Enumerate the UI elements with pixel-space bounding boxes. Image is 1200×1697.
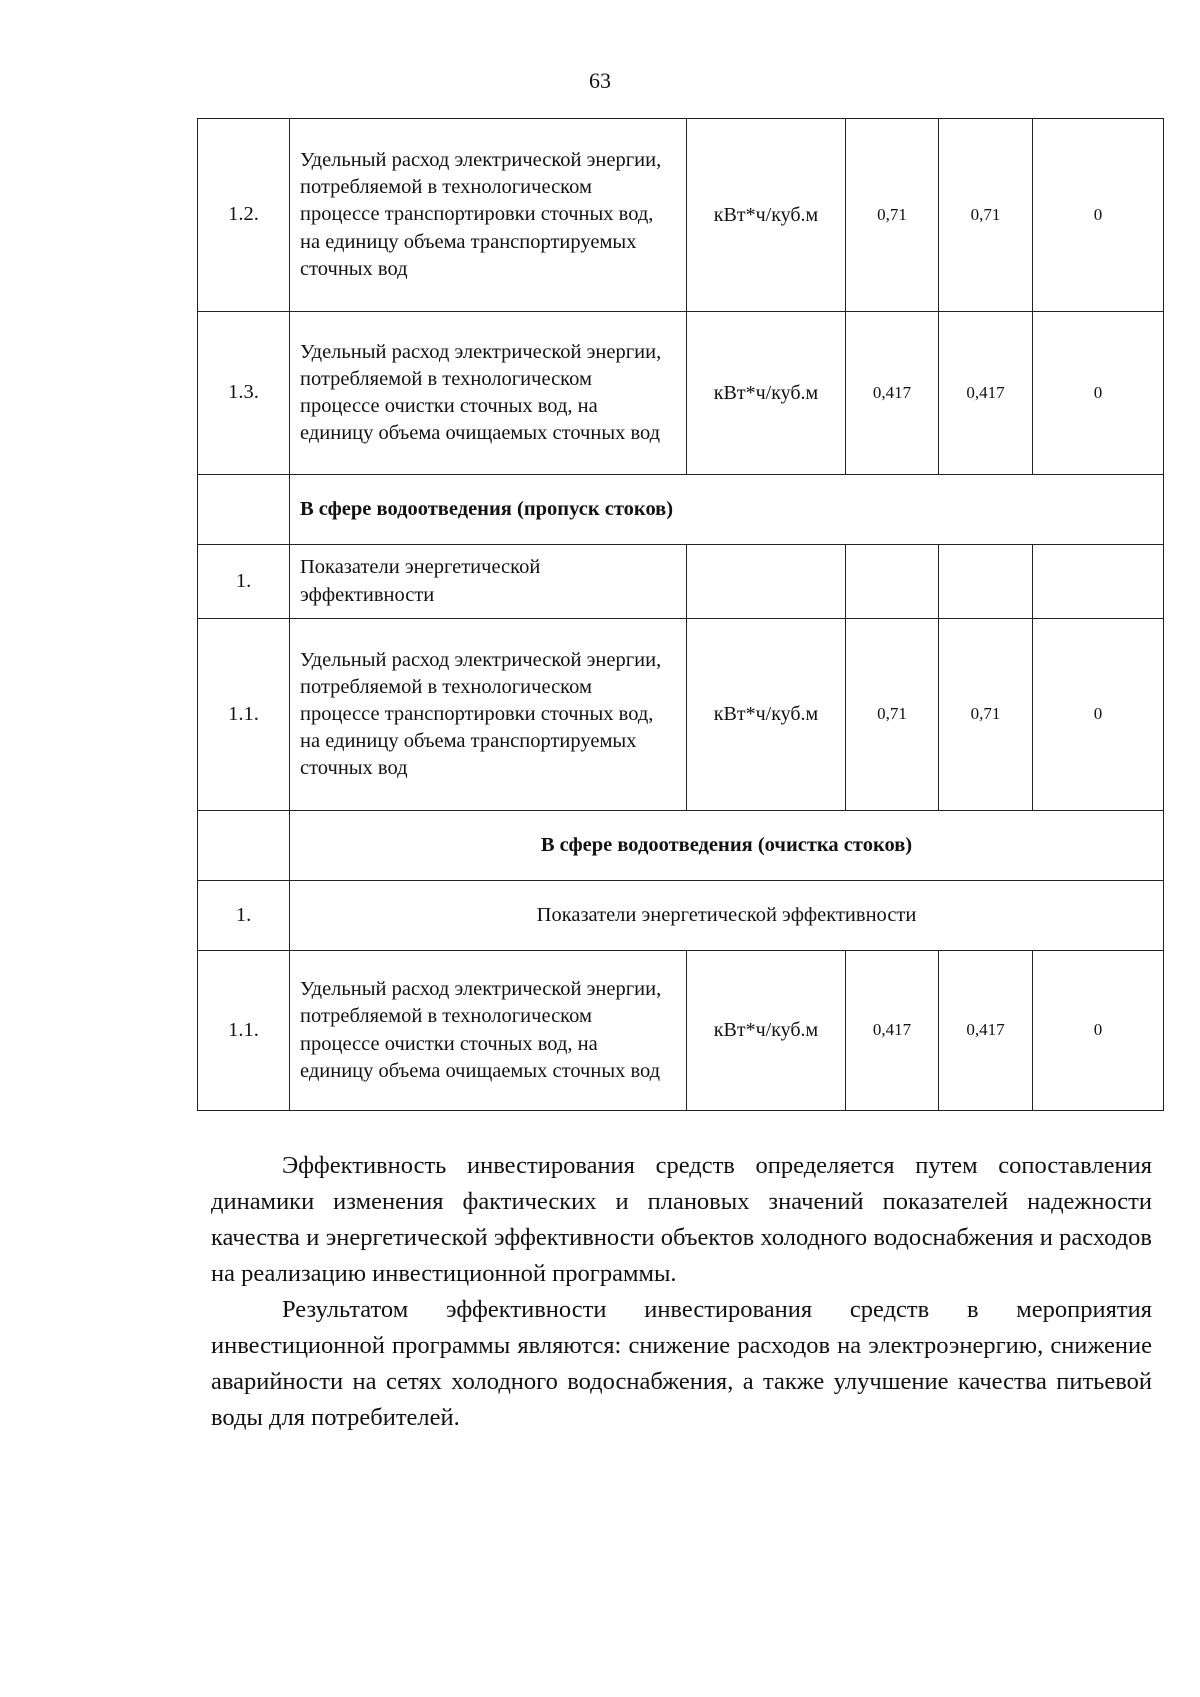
indicators-table <box>197 118 1164 1111</box>
row-number: 1.1. <box>198 619 290 811</box>
section-row <box>198 475 1164 545</box>
row-description: Удельный расход электрической энергии, потребляемой в технологическом процессе очистки сточных вод, на единицу объема очищаемых сточных вод <box>290 312 687 475</box>
group-row <box>198 545 1164 619</box>
row-number: 1. <box>198 881 290 951</box>
row-description: Удельный расход электрической энергии, потребляемой в технологическом процессе транспортировки сточных вод, на единицу объема транспортируемых сточных вод <box>290 119 687 312</box>
table-row <box>198 119 1164 312</box>
row-value-1: 0,417 <box>846 312 939 475</box>
group-row <box>198 881 1164 951</box>
group-title: Показатели энергетической эффективности <box>290 881 1164 951</box>
row-value-1: 0,71 <box>846 619 939 811</box>
row-unit: кВт*ч/куб.м <box>687 312 846 475</box>
row-number: 1.3. <box>198 312 290 475</box>
empty-cell <box>846 545 939 619</box>
row-unit: кВт*ч/куб.м <box>687 951 846 1111</box>
row-value-2: 0,71 <box>939 619 1033 811</box>
section-title: В сфере водоотведения (пропуск стоков) <box>290 475 1164 545</box>
row-description: Удельный расход электрической энергии, потребляемой в технологическом процессе транспортировки сточных вод, на единицу объема транспортируемых сточных вод <box>290 619 687 811</box>
row-description: Удельный расход электрической энергии, потребляемой в технологическом процессе очистки сточных вод, на единицу объема очищаемых сточных вод <box>290 951 687 1111</box>
section-row <box>198 811 1164 881</box>
table-row <box>198 619 1164 811</box>
empty-cell <box>939 545 1033 619</box>
row-value-2: 0,417 <box>939 312 1033 475</box>
row-value-1: 0,71 <box>846 119 939 312</box>
row-value-2: 0,71 <box>939 119 1033 312</box>
paragraph: Эффективность инвестирования средств определяется путем сопоставления динамики изменения фактических и плановых значений показателей надежности качества и энергетической эффективности объектов холодного водоснабжения и расходов на реализацию инвестиционной программы. <box>211 1152 1152 1287</box>
section-title: В сфере водоотведения (очистка стоков) <box>290 811 1164 881</box>
row-value-3: 0 <box>1033 119 1164 312</box>
row-value-3: 0 <box>1033 312 1164 475</box>
row-number: 1.2. <box>198 119 290 312</box>
row-value-2: 0,417 <box>939 951 1033 1111</box>
row-value-3: 0 <box>1033 619 1164 811</box>
row-unit: кВт*ч/куб.м <box>687 619 846 811</box>
paragraph: Результатом эффективности инвестирования средств в мероприятия инвестиционной программы являются: снижение расходов на электроэнергию, снижение аварийности на сетях холодного водоснабжения, а также улучшение качества питьевой воды для потребителей. <box>211 1296 1152 1431</box>
page-number: 63 <box>589 68 611 93</box>
body-text <box>211 1148 1152 1436</box>
table-row <box>198 312 1164 475</box>
row-unit: кВт*ч/куб.м <box>687 119 846 312</box>
row-number: 1.1. <box>198 951 290 1111</box>
row-value-1: 0,417 <box>846 951 939 1111</box>
section-empty-cell <box>198 811 290 881</box>
empty-cell <box>1033 545 1164 619</box>
table-row <box>198 951 1164 1111</box>
section-empty-cell <box>198 475 290 545</box>
row-value-3: 0 <box>1033 951 1164 1111</box>
empty-cell <box>687 545 846 619</box>
row-number: 1. <box>198 545 290 619</box>
group-title: Показатели энергетической эффективности <box>290 545 687 619</box>
